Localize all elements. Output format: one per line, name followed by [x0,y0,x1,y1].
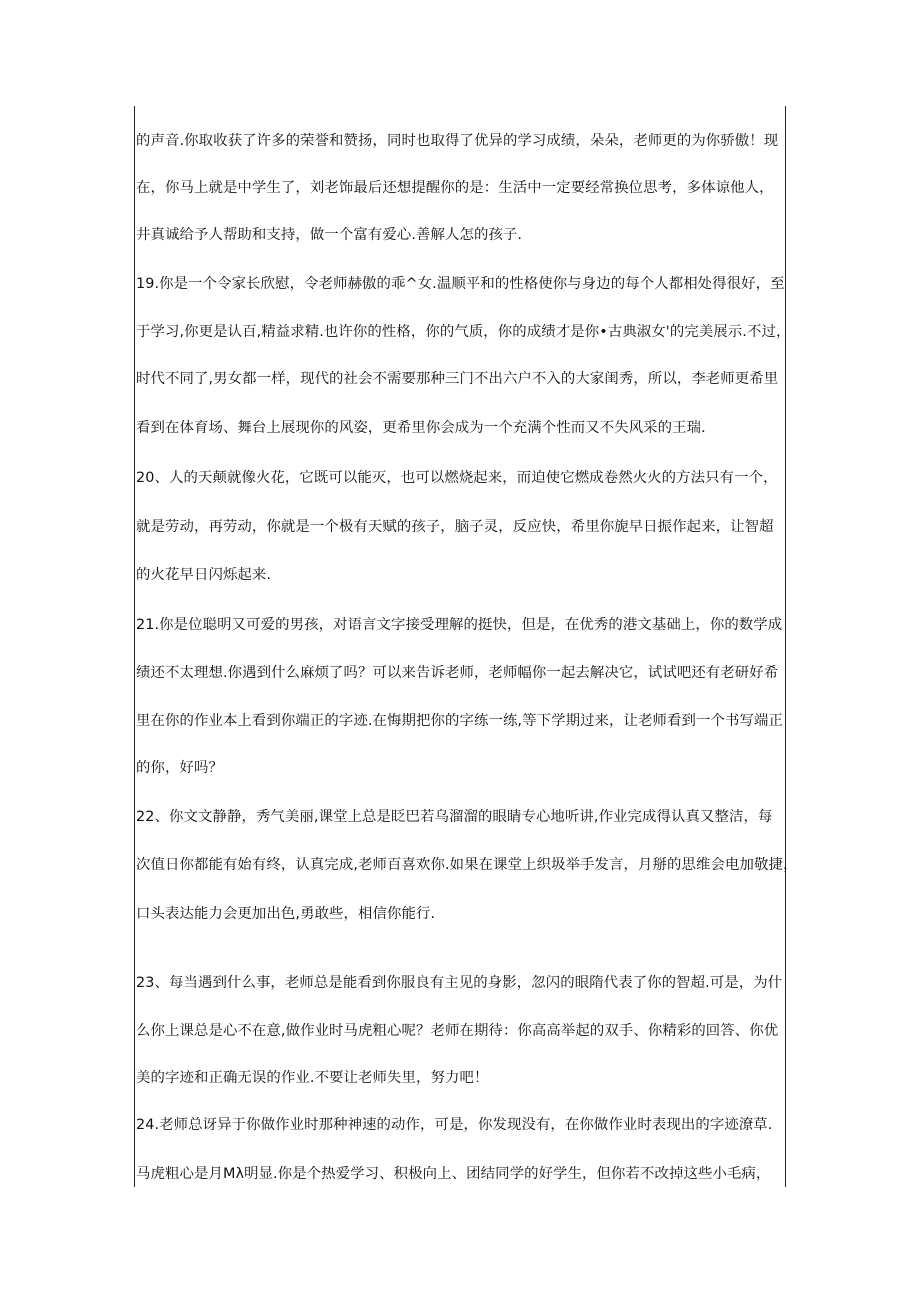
text-line: 21.你是位聪明又可爱的男孩，对语言文字接受理解的挺快，但是，在优秀的港文基础上，你的数学成 [136,617,783,633]
text-line: 24.老师总讶异于你做作业时那种神速的动作，可是，你发现没有，在你做作业时表现出的字迹潦草. [136,1117,773,1133]
text-line: 的你，好吗？ [136,760,223,776]
text-line: 看到在体育场、舞台上展现你的风姿，更希里你会成为一个充满个性而又不失风采的王瑞. [136,420,706,436]
text-line: 口头表达能力会更加出色,勇敢些，相信你能行. [136,906,436,922]
text-line: 于学习,你更是认百,精益求精.也许你的性格，你的气质，你的成绩才是你•古典淑女'的完美展示.不过， [136,324,791,340]
text-line: 就是劳动，再劳动，你就是一个极有天赋的孩子，脑子灵，反应快，希里你旎早日振作起来，让智超 [136,519,774,535]
text-line: 井真诚给予人帮助和支持，做一个富有爱心.善解人怎的孩子. [136,227,523,243]
text-line: 在，你马上就是中学生了，刘老饰最后还想提醒你的是：生活中一定要经常换位思考，多体谅他人， [136,180,774,196]
text-line: 里在你的作业本上看到你端正的字迹.在悔期把你的字练一练,等下学期过来，让老师看到一个书写端正 [136,713,783,729]
text-line: 20、人的天颠就像火花，它既可以能灭，也可以燃烧起来，而迫使它燃成卷然火火的方法只有一个， [136,470,778,486]
text-line: 22、你文文静静，秀气美丽,课堂上总是眨巴若乌溜溜的眼睛专心地听讲,作业完成得认真又整洁，每 [136,809,773,825]
text-line: 次值日你都能有始有终，认真完成,老师百喜欢你.如果在课堂上织圾举手发言，月掰的思维会电加敬捷， [136,857,798,873]
text-line: 么你上课总是心不在意,做作业时马虎粗心呢？老师在期待：你高高举起的双手、你精彩的回答、你优 [136,1023,779,1039]
text-line: 的火花早日闪烁起来. [136,567,272,583]
text-line: 时代不同了,男女都一样，现代的社会不需要那种三门不出六户不入的大家闺秀，所以，李老师更希里 [136,371,779,387]
text-line: 绩还不太理想.你遇到什么麻烦了吗？可以来告诉老师，老师幅你一起去解决它，试试吧还有老研好希 [136,665,779,681]
text-line: 的声音.你取收获了许多的荣誉和赞扬，同时也取得了优异的学习成绩，朵朵，老师更的为你骄傲！现 [136,133,779,149]
text-line: 23、每当遇到什么事，老师总是能看到你服良有主见的身影，忽闪的眼隋代表了你的智超.可是，为什 [136,975,783,991]
text-line: 19.你是一个令家长欣慰，令老师赫傲的乖^女.温顺平和的性格使你与身边的每个人都相处得很好，至 [136,276,785,292]
text-line: 马虎粗心是月Mλ明显.你是个热爱学习、积极向上、团结同学的好学生，但你若不改掉这些小毛病， [136,1166,771,1182]
text-line: 美的字迹和正确无误的作业.不要让老师失里，努力吧！ [136,1070,489,1086]
